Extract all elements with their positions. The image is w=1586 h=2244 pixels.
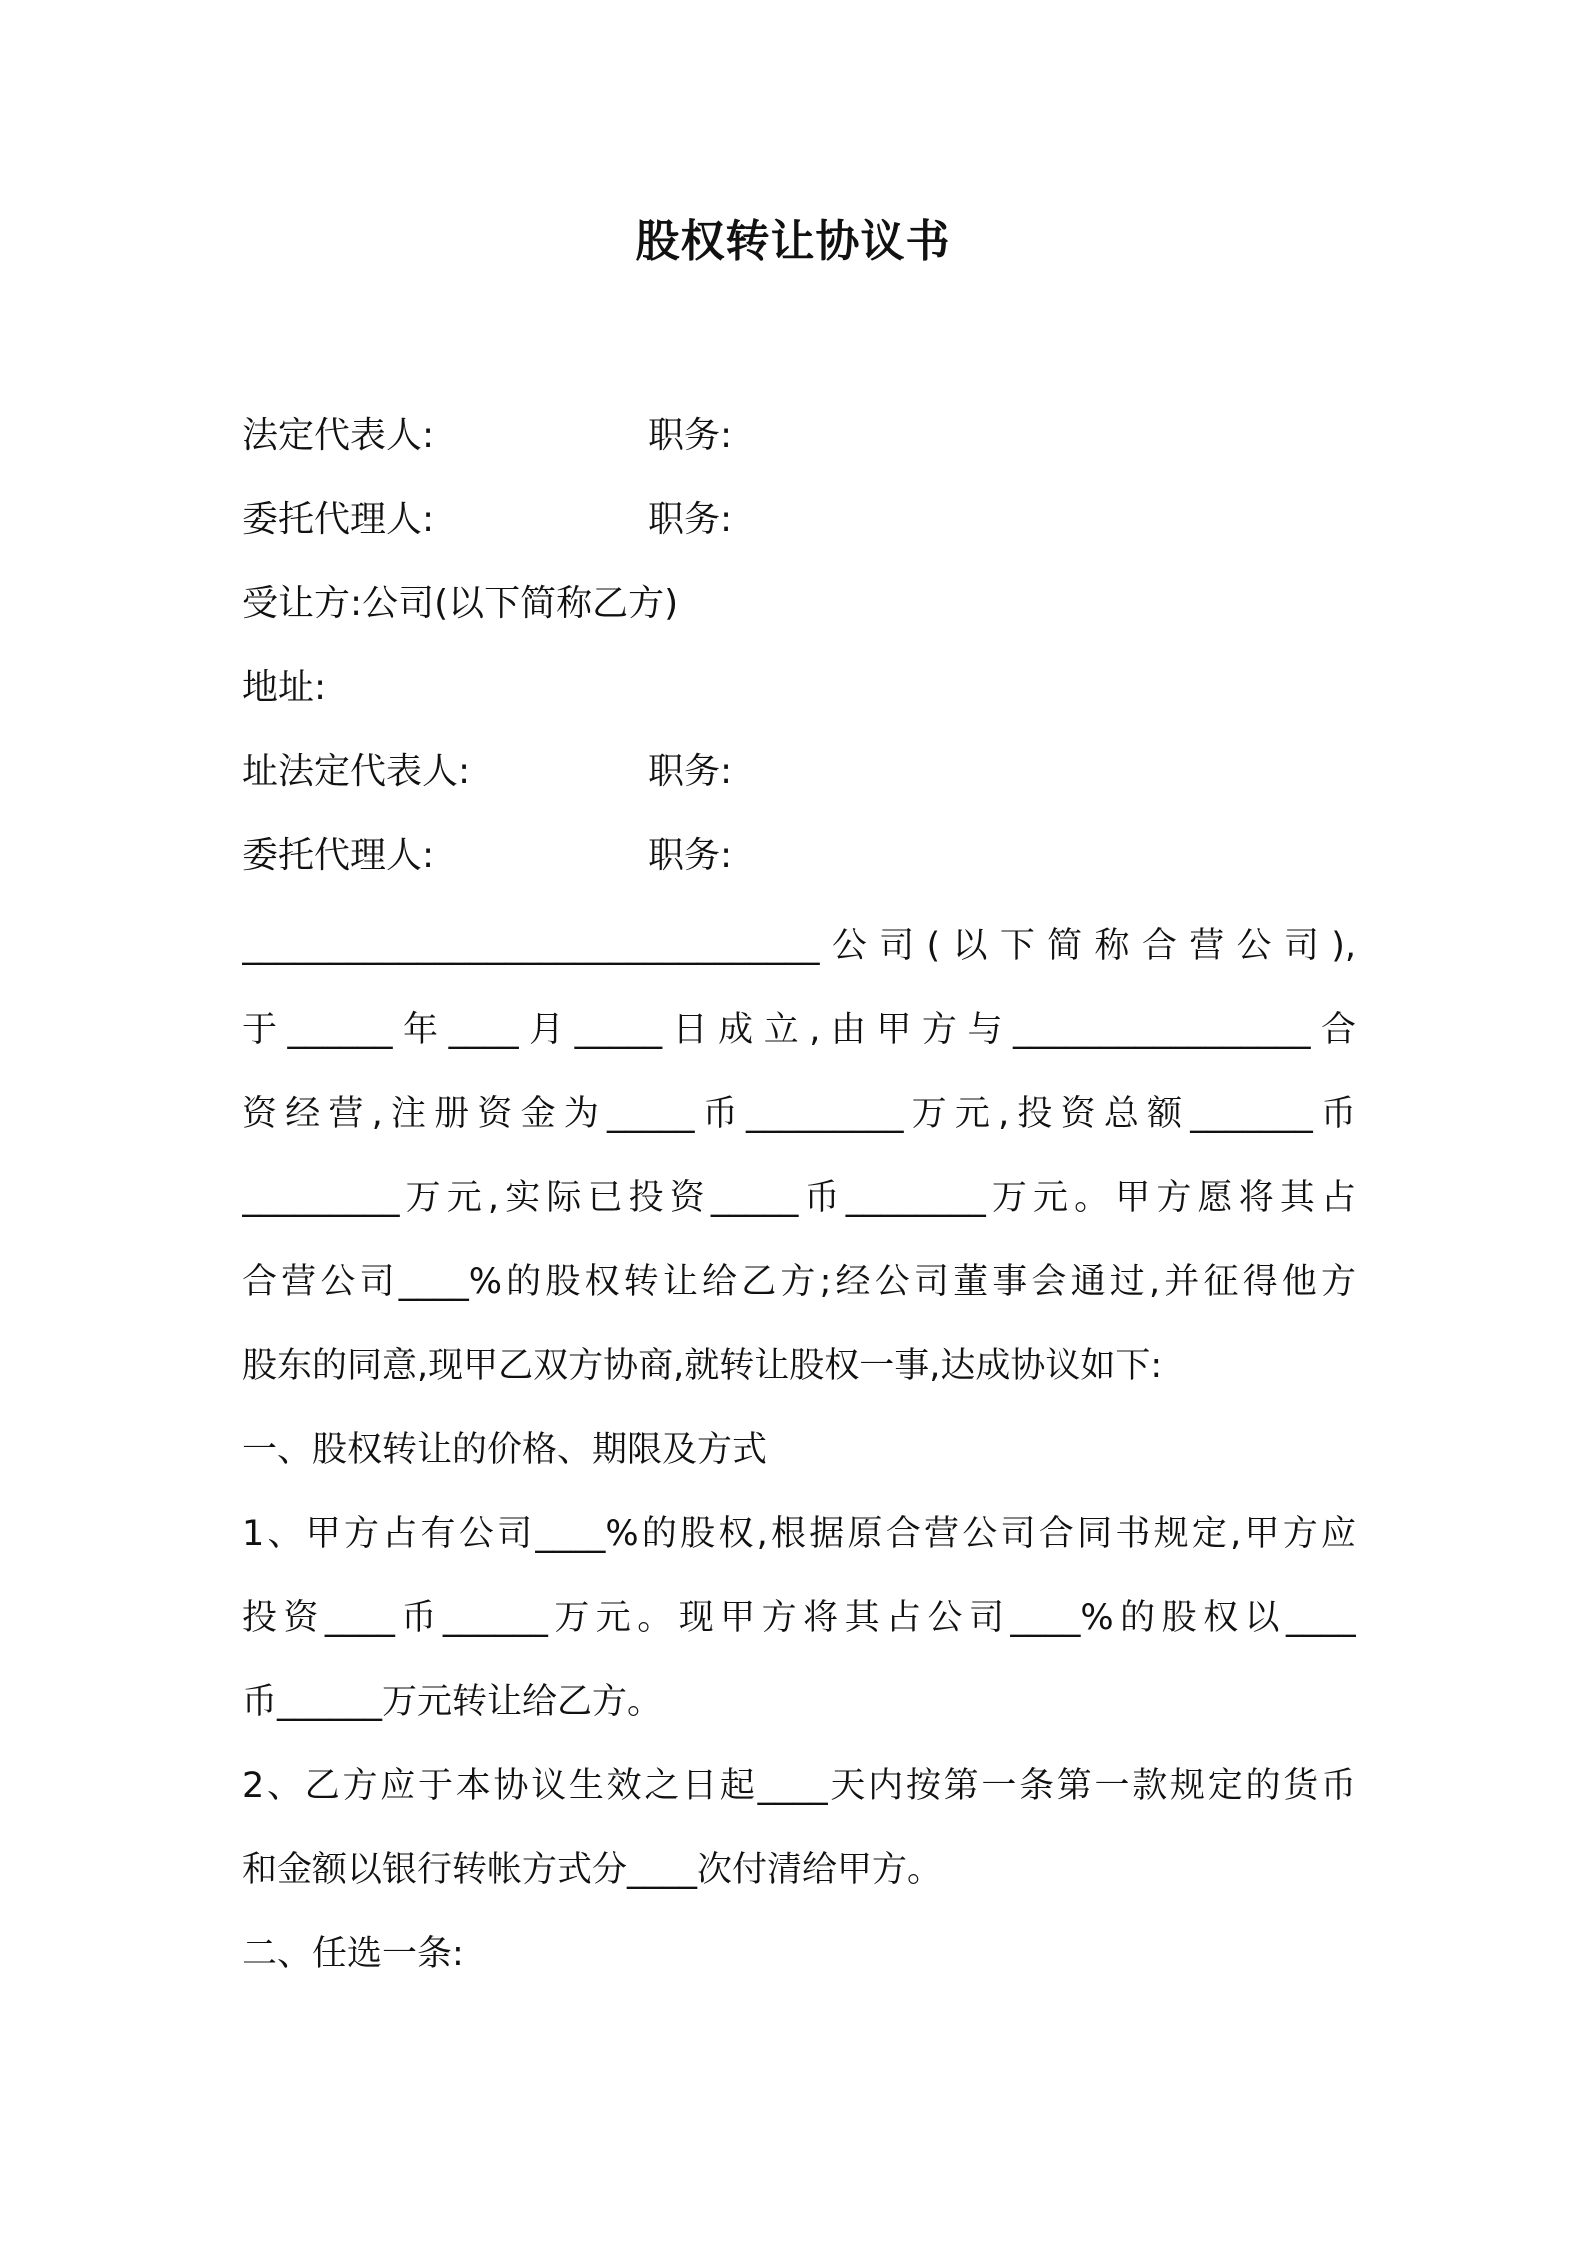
body-line: 资经营,注册资金为_____币_________万元,投资总额_______币 [242, 1094, 1356, 1134]
document-title: 股权转让协议书 [635, 216, 951, 267]
body-line: 2、乙方应于本协议生效之日起____天内按第一条第一款规定的货币 [242, 1766, 1356, 1806]
body-line: 于______年____月_____日成立,由甲方与_________________合 [242, 1010, 1356, 1050]
body-line: 合营公司____%的股权转让给乙方;经公司董事会通过,并征得他方 [242, 1262, 1356, 1302]
body-line: 币______万元转让给乙方。 [242, 1682, 663, 1722]
section-heading: 二、任选一条: [242, 1934, 464, 1974]
field-label: 法定代表人: [242, 415, 435, 456]
field-label: 受让方:公司(以下简称乙方) [242, 583, 679, 624]
header-field-row [242, 412, 733, 460]
header-field-row [242, 496, 733, 544]
body-line: 和金额以银行转帐方式分____次付清给甲方。 [242, 1850, 943, 1890]
field-label-position: 职务: [648, 415, 733, 456]
header-field-row [242, 748, 733, 796]
body-line: 1、甲方占有公司____%的股权,根据原合营公司合同书规定,甲方应 [242, 1514, 1356, 1554]
body-line: _________万元,实际已投资_____币________万元。甲方愿将其占 [242, 1178, 1356, 1218]
body-line: _________________________________公司(以下简称合营公司), [242, 926, 1356, 966]
header-field-row [242, 832, 733, 880]
field-label: 委托代理人: [242, 499, 435, 540]
header-field-row [242, 580, 678, 628]
header-field-row [242, 664, 326, 712]
field-label-position: 职务: [648, 835, 733, 876]
field-label: 委托代理人: [242, 835, 435, 876]
field-label: 址法定代表人: [242, 751, 471, 792]
body-line: 股东的同意,现甲乙双方协商,就转让股权一事,达成协议如下: [242, 1346, 1163, 1386]
field-label-position: 职务: [648, 499, 733, 540]
field-label: 地址: [242, 667, 327, 708]
section-heading: 一、股权转让的价格、期限及方式 [242, 1430, 768, 1470]
body-line: 投资____币______万元。现甲方将其占公司____%的股权以____ [242, 1598, 1356, 1638]
field-label-position: 职务: [648, 751, 733, 792]
